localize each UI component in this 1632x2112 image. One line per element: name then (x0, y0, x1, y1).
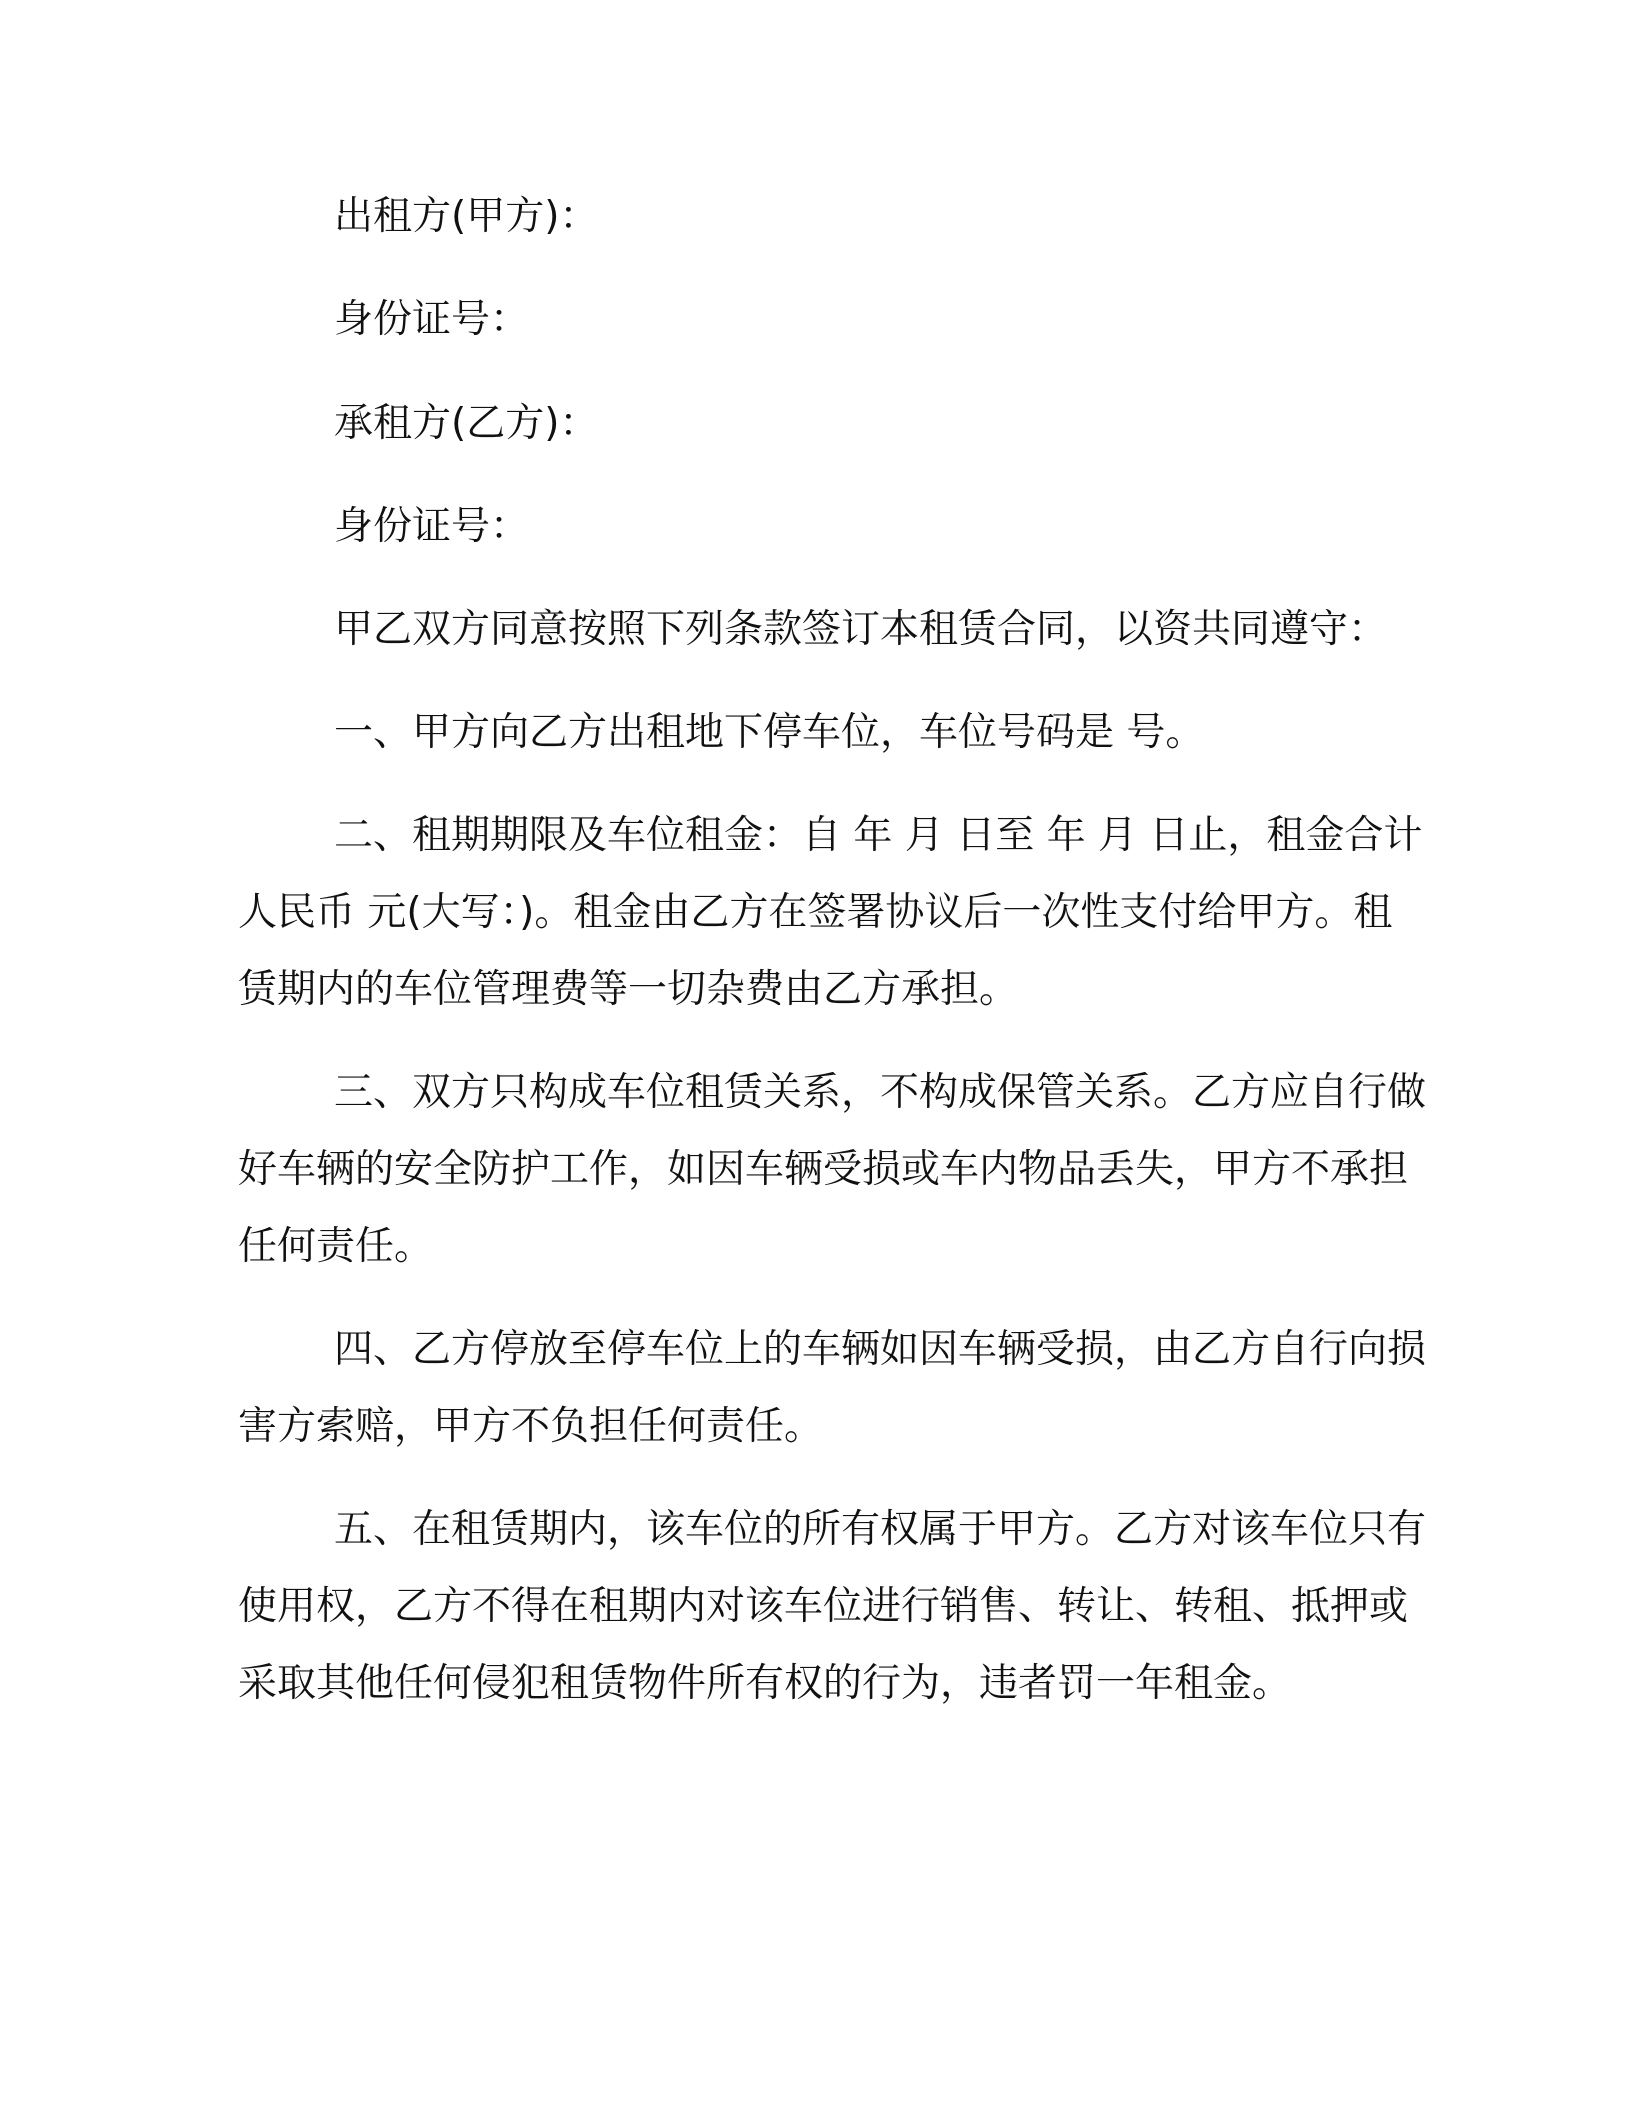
clause-4-line: 害方索赔，甲方不负担任何责任。 (238, 1404, 824, 1449)
clause-5-line: 采取其他任何侵犯租赁物件所有权的行为，违者罚一年租金。 (238, 1661, 1292, 1706)
lessor-id-field: 身份证号： (334, 297, 530, 342)
clause-5-line: 五、在租赁期内，该车位的所有权属于甲方。乙方对该车位只有 (334, 1507, 1427, 1552)
lessee-id-field: 身份证号： (334, 504, 530, 549)
clause-3-line: 三、双方只构成车位租赁关系，不构成保管关系。乙方应自行做 (334, 1070, 1427, 1115)
lessor-field: 出租方(甲方)： (334, 194, 599, 239)
clause-3-line: 任何责任。 (238, 1224, 434, 1269)
intro-paragraph: 甲乙双方同意按照下列条款签订本租赁合同，以资共同遵守： (334, 607, 1388, 652)
clause-5-line: 使用权，乙方不得在租期内对该车位进行销售、转让、转租、抵押或 (238, 1584, 1409, 1629)
clause-2-line: 赁期内的车位管理费等一切杂费由乙方承担。 (238, 967, 1019, 1012)
clause-3-line: 好车辆的安全防护工作，如因车辆受损或车内物品丢失，甲方不承担 (238, 1147, 1409, 1192)
lessee-field: 承租方(乙方)： (334, 401, 599, 446)
clause-2-line: 人民币 元(大写：)。租金由乙方在签署协议后一次性支付给甲方。租 (238, 890, 1393, 935)
clause-4-line: 四、乙方停放至停车位上的车辆如因车辆受损，由乙方自行向损 (334, 1327, 1427, 1372)
clause-2-line: 二、租期期限及车位租金：自 年 月 日至 年 月 日止，租金合计 (334, 813, 1423, 858)
clause-1: 一、甲方向乙方出租地下停车位，车位号码是 号。 (334, 710, 1205, 755)
